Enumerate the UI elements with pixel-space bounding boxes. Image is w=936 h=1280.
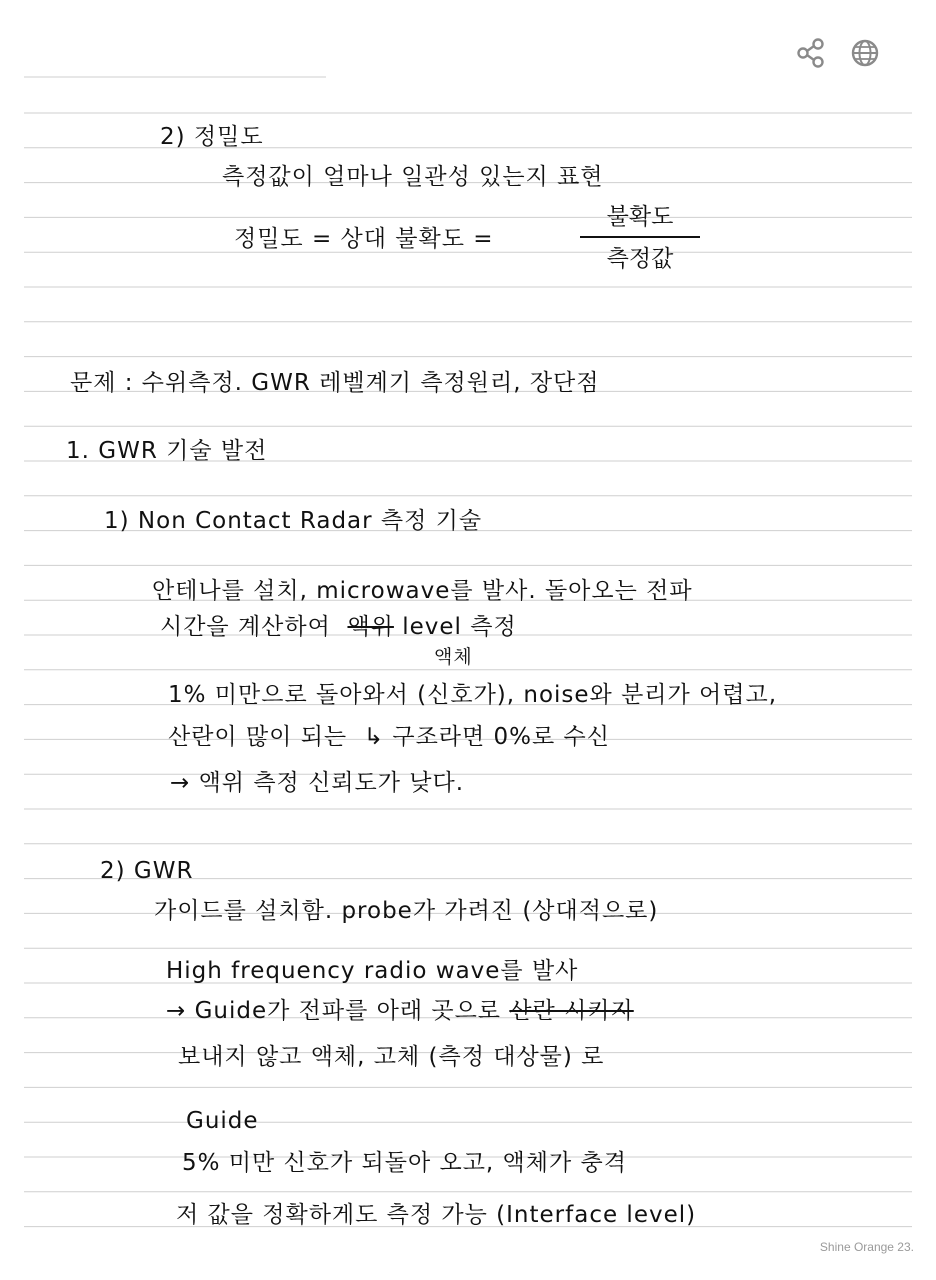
struck-word: 액위 (347, 614, 394, 640)
note-line-antenna: 안테나를 설치, microwave를 발사. 돌아오는 전파 (152, 578, 693, 604)
note-line-interface-level: 저 값을 정확하게도 측정 가능 (Interface level) (176, 1202, 697, 1228)
note-line-non-contact-radar: 1) Non Contact Radar 측정 기술 (104, 508, 483, 534)
fraction-numerator: 불확도 (580, 202, 700, 238)
level-measure-text: level 측정 (393, 614, 517, 640)
note-line-send-target: 보내지 않고 액체, 고체 (측정 대상물) 로 (178, 1044, 605, 1070)
note-line-signal-back: 5% 미만 신호가 되돌아 오고, 액체가 충격 (182, 1150, 627, 1176)
note-line-section-1: 1. GWR 기술 발전 (66, 438, 268, 464)
time-calc-text: 시간을 계산하여 (160, 614, 331, 640)
note-line-guide-install: 가이드를 설치함. probe가 가려진 (상대적으로) (154, 898, 659, 924)
note-line-signal-return: 1% 미만으로 돌아와서 (신호가), noise와 분리가 어렵고, (168, 682, 778, 708)
brand-footer: Shine Orange 23. (819, 1240, 914, 1254)
note-line-time-calc (160, 612, 517, 642)
note-line-definition: 측정값이 얼마나 일관성 있는지 표현 (222, 164, 604, 190)
note-line-problem: 문제 : 수위측정. GWR 레벨계기 측정원리, 장단점 (70, 370, 600, 396)
guide-wave-text: → Guide가 전파를 아래 곳으로 (166, 998, 510, 1024)
note-line-guide-word: Guide (186, 1108, 259, 1134)
struck-phrase: 산란 시키지 (509, 998, 634, 1024)
fraction-denominator: 측정값 (606, 246, 674, 272)
note-line-reliability: → 액위 측정 신뢰도가 낮다. (170, 770, 465, 796)
note-line-scattering: 산란이 많이 되는 ↳ 구조라면 0%로 수신 (168, 724, 610, 750)
note-line-correction: 액체 (434, 646, 473, 668)
formula-fraction (580, 202, 700, 274)
note-line-gwr-heading: 2) GWR (100, 858, 194, 884)
note-line-high-frequency: High frequency radio wave를 발사 (166, 958, 579, 984)
share-icon[interactable] (794, 36, 828, 70)
note-line-precision-heading: 2) 정밀도 (160, 124, 264, 150)
note-line-guide-wave (166, 996, 634, 1026)
globe-icon[interactable] (848, 36, 882, 70)
note-line-formula: 정밀도 = 상대 불확도 = (234, 226, 494, 252)
